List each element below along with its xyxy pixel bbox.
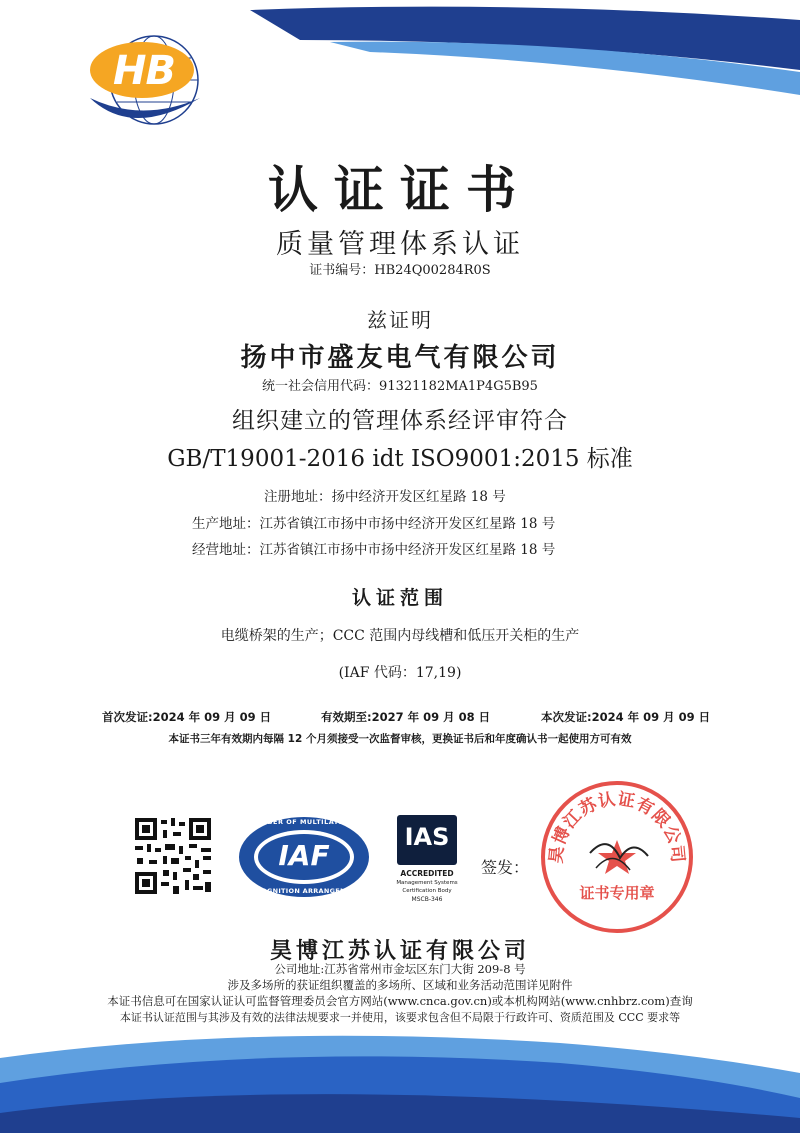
business-address-line	[192, 538, 555, 558]
credit-code-label: 统一社会信用代码：	[262, 379, 380, 394]
certificate-number: HB24Q00284R0S	[374, 263, 491, 278]
certificate-number-line	[0, 259, 800, 278]
hb-logo	[82, 28, 212, 138]
this-issue-date: 本次发证:2024 年 09 月 09 日	[541, 710, 711, 724]
seal-top-text: 昊博江苏认证有限公司	[546, 789, 688, 865]
certificate-subtitle: 质量管理体系认证	[276, 229, 524, 260]
company-name: 扬中市盛友电气有限公司	[240, 343, 560, 373]
scope-text: 电缆桥架的生产；CCC 范围内母线槽和低压开关柜的生产	[220, 628, 580, 644]
footer-verification-note: 本证书信息可在国家认证认可监督管理委员会官方网站(www.cnca.gov.cn)或本机构网站(www.cnhbrz.com)查询	[107, 994, 693, 1008]
issuer-name: 昊博江苏认证有限公司	[269, 938, 530, 964]
certificate-number-label: 证书编号：	[309, 263, 375, 278]
credit-code: 91321182MA1P4G5B95	[379, 379, 538, 394]
seal-bottom-text: 证书专用章	[579, 884, 655, 902]
conformity-standard: GB/T19001-2016 idt ISO9001:2015 标准	[167, 446, 633, 472]
official-seal	[538, 778, 696, 936]
iaf-text: IAF	[278, 839, 330, 872]
validity-notice: 本证书三年有效期内每隔 12 个月须接受一次监督审核，更换证书后和年度确认书一起使用方可有效	[168, 733, 632, 745]
issuer-address: 公司地址:江苏省常州市金坛区东门大街 209-8 号	[274, 962, 526, 976]
hereby-certify: 兹证明	[367, 308, 433, 332]
ias-line4: MSCB-346	[411, 896, 443, 903]
production-address-label: 生产地址：	[192, 516, 260, 532]
ias-line2: Management Systems	[396, 880, 458, 886]
seal-icon	[538, 778, 696, 936]
production-address: 江苏省镇江市扬中市扬中经济开发区红星路 18 号	[259, 516, 556, 532]
ias-badge	[395, 815, 459, 915]
bottom-swoosh-decoration	[0, 1013, 800, 1133]
logo-text: HB	[113, 48, 175, 94]
iaf-ring-top: MEMBER OF MULTILATERAL	[248, 818, 360, 826]
iaf-badge	[237, 815, 371, 899]
registered-address: 扬中经济开发区红星路 18 号	[331, 489, 506, 505]
registered-address-label: 注册地址：	[264, 489, 332, 505]
registered-address-line	[264, 485, 506, 505]
ias-accredited: ACCREDITED	[400, 869, 454, 878]
footer-legal-note: 本证书认证范围与其涉及有效的法律法规要求一并使用，该要求包含但不局限于行政许可、资质范围及 CCC 要求等	[119, 1011, 681, 1024]
scope-title: 认证范围	[351, 587, 448, 609]
credit-code-line	[0, 375, 800, 394]
production-address-line	[192, 512, 555, 532]
qr-code	[133, 816, 213, 896]
business-address: 江苏省镇江市扬中市扬中经济开发区红星路 18 号	[259, 542, 556, 558]
first-issue-date: 首次发证:2024 年 09 月 09 日	[102, 710, 272, 724]
ias-text: IAS	[404, 823, 450, 851]
iaf-code: (IAF 代码：17,19)	[338, 665, 462, 681]
certificate-title: 认证证书	[268, 160, 532, 219]
iaf-ring-bottom: RECOGNITION ARRANGEMENT	[246, 887, 362, 895]
conformity-statement: 组织建立的管理体系经评审符合	[232, 408, 568, 434]
signature-label: 签发：	[481, 858, 530, 877]
ias-line3: Certification Body	[402, 888, 452, 894]
business-address-label: 经营地址：	[192, 542, 260, 558]
valid-until-date: 有效期至:2027 年 09 月 08 日	[321, 710, 491, 724]
footer-multisite-note: 涉及多场所的获证组织覆盖的多场所、区域和业务活动范围详见附件	[227, 978, 573, 992]
